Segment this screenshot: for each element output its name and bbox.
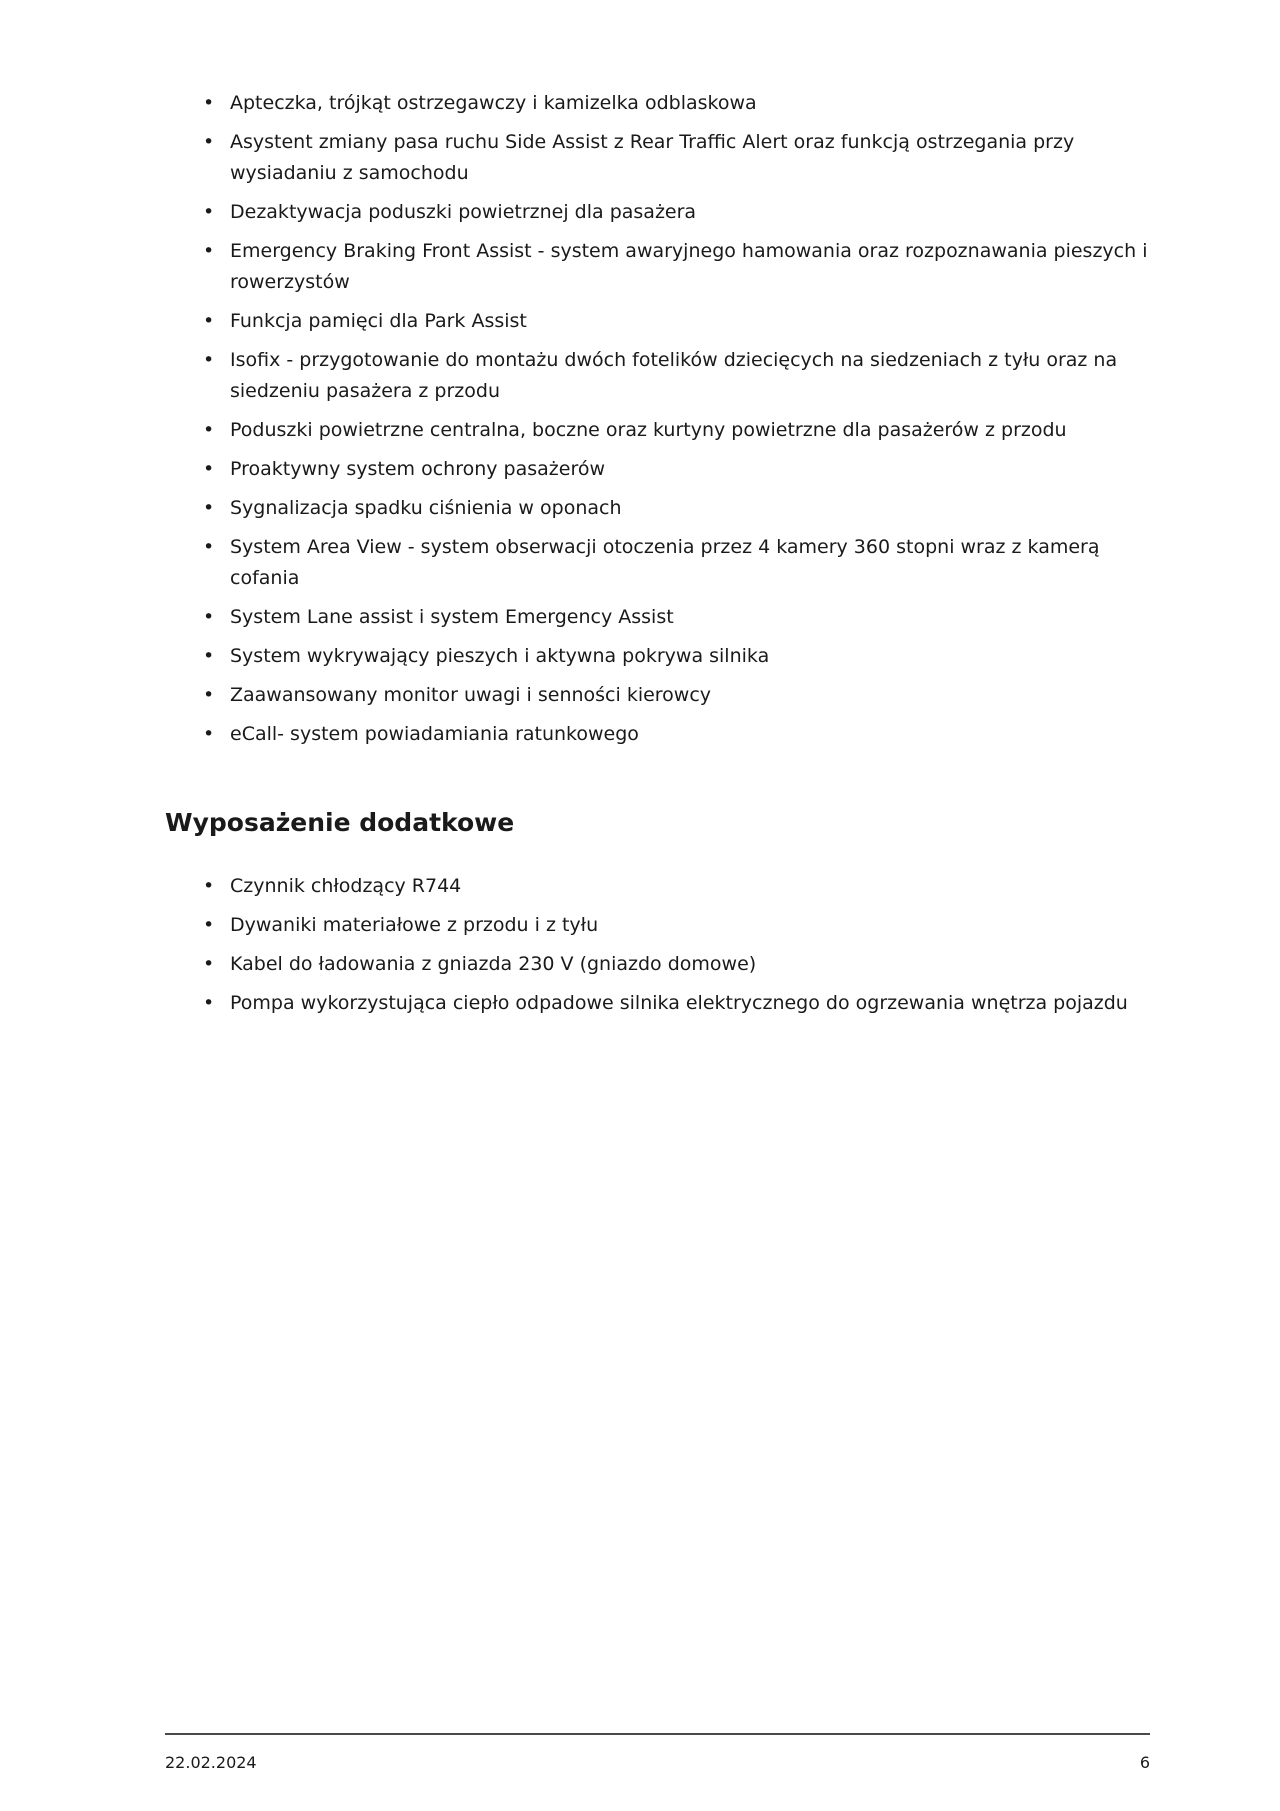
bullet-icon: • <box>203 458 215 480</box>
list-item-text: Isofix - przygotowanie do montażu dwóch fotelików dziecięcych na siedzeniach z tyłu oraz na siedzeniu pasażera z przodu <box>230 349 1118 402</box>
bullet-icon: • <box>203 92 215 114</box>
page-number: 6 <box>1139 1753 1150 1772</box>
bullet-icon: • <box>203 497 215 519</box>
bullet-icon: • <box>203 914 215 936</box>
list-item-text: Asystent zmiany pasa ruchu Side Assist z Rear Traffic Alert oraz funkcją ostrzegania przy wysiadaniu z samochodu <box>230 131 1075 184</box>
bullet-icon: • <box>203 240 215 262</box>
list-item-text: System Area View - system obserwacji otoczenia przez 4 kamery 360 stopni wraz z kamerą cofania <box>230 536 1100 589</box>
list-item-text: Dywaniki materiałowe z przodu i z tyłu <box>230 914 599 936</box>
list-item <box>165 493 1150 524</box>
list-item-text: Poduszki powietrzne centralna, boczne oraz kurtyny powietrzne dla pasażerów z przodu <box>230 419 1067 441</box>
bullet-icon: • <box>203 201 215 223</box>
list-item <box>165 415 1150 446</box>
list-item <box>165 345 1150 407</box>
list-item <box>165 236 1150 298</box>
list-item-text: Proaktywny system ochrony pasażerów <box>230 458 605 480</box>
list-item <box>165 197 1150 228</box>
list-item <box>165 454 1150 485</box>
bullet-icon: • <box>203 349 215 371</box>
list-item-text: Kabel do ładowania z gniazda 230 V (gniazdo domowe) <box>230 953 757 975</box>
bullet-icon: • <box>203 992 215 1014</box>
footer-divider <box>165 1733 1150 1735</box>
bullet-icon: • <box>203 131 215 153</box>
list-item <box>165 871 1150 902</box>
list-item <box>165 988 1150 1019</box>
footer-date: 22.02.2024 <box>165 1753 257 1772</box>
bullet-icon: • <box>203 419 215 441</box>
list-item-text: System Lane assist i system Emergency Assist <box>230 606 674 628</box>
bullet-icon: • <box>203 645 215 667</box>
bullet-icon: • <box>203 310 215 332</box>
list-item <box>165 949 1150 980</box>
bullet-icon: • <box>203 606 215 628</box>
list-item <box>165 641 1150 672</box>
bullet-icon: • <box>203 684 215 706</box>
list-item-text: Apteczka, trójkąt ostrzegawczy i kamizelka odblaskowa <box>230 92 757 114</box>
bullet-icon: • <box>203 953 215 975</box>
list-item-text: Zaawansowany monitor uwagi i senności kierowcy <box>230 684 712 706</box>
bullet-icon: • <box>203 536 215 558</box>
list-item <box>165 910 1150 941</box>
list-item <box>165 719 1150 750</box>
additional-equipment-list <box>165 871 1150 1019</box>
list-item <box>165 602 1150 633</box>
bullet-icon: • <box>203 875 215 897</box>
list-item <box>165 680 1150 711</box>
list-item-text: System wykrywający pieszych i aktywna pokrywa silnika <box>230 645 770 667</box>
list-item-text: Dezaktywacja poduszki powietrznej dla pasażera <box>230 201 697 223</box>
list-item-text: Funkcja pamięci dla Park Assist <box>230 310 527 332</box>
list-item <box>165 306 1150 337</box>
section-heading: Wyposażenie dodatkowe <box>165 808 515 837</box>
list-item-text: eCall- system powiadamiania ratunkowego <box>230 723 639 745</box>
bullet-icon: • <box>203 723 215 745</box>
list-item <box>165 127 1150 189</box>
safety-features-list <box>165 88 1150 750</box>
list-item-text: Emergency Braking Front Assist - system awaryjnego hamowania oraz rozpoznawania pieszych i rowerzystów <box>230 240 1148 293</box>
list-item-text: Czynnik chłodzący R744 <box>230 875 462 897</box>
list-item <box>165 88 1150 119</box>
list-item <box>165 532 1150 594</box>
list-item-text: Sygnalizacja spadku ciśnienia w oponach <box>230 497 622 519</box>
list-item-text: Pompa wykorzystująca ciepło odpadowe silnika elektrycznego do ogrzewania wnętrza pojazdu <box>230 992 1128 1014</box>
page-content <box>165 88 1150 1027</box>
